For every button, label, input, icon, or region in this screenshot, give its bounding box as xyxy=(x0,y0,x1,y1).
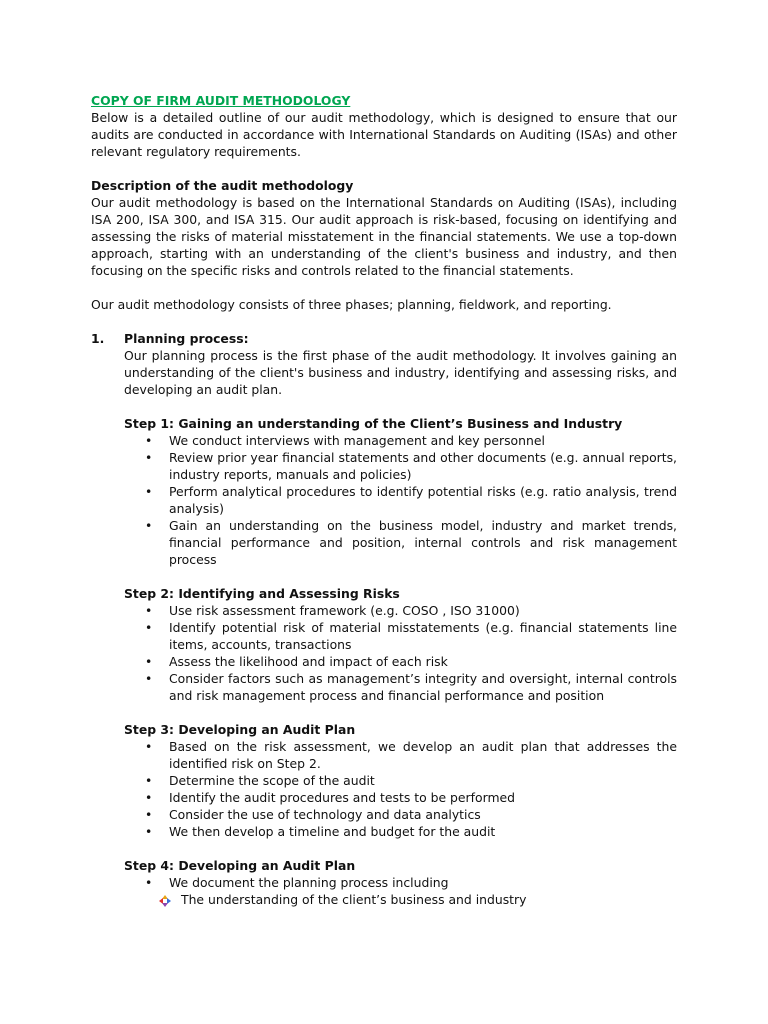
list-item: • Perform analytical procedures to identify potential risks (e.g. ratio analysis, trend analysis) xyxy=(145,484,677,516)
list-item: • Assess the likelihood and impact of each risk xyxy=(145,654,448,669)
bullet-icon: • xyxy=(145,484,153,499)
section-planning-process xyxy=(91,330,677,908)
step-3-list xyxy=(124,738,677,840)
list-item: • Identify the audit procedures and tests to be performed xyxy=(145,790,515,805)
list-item: • Use risk assessment framework (e.g. COSO , ISO 31000) xyxy=(145,603,520,618)
bullet-icon: • xyxy=(145,790,153,805)
bullet-icon: • xyxy=(145,654,153,669)
bullet-icon: • xyxy=(145,875,153,890)
intro-paragraph: Below is a detailed outline of our audit methodology, which is designed to ensure that our audits are conducted in accordance with International Standards on Auditing (ISAs) and other relevant regulatory requirements. xyxy=(91,110,677,159)
list-item: • Determine the scope of the audit xyxy=(145,773,375,788)
section-paragraph: Our planning process is the first phase of the audit methodology. It involves gaining an understanding of the client's business and industry, identifying and assessing risks, and developing an audit plan. xyxy=(124,348,677,397)
step-2-list xyxy=(124,602,677,704)
list-item: • We then develop a timeline and budget for the audit xyxy=(145,824,496,839)
bullet-icon: • xyxy=(145,450,153,465)
list-item: • Consider the use of technology and data analytics xyxy=(145,807,481,822)
step-4-sub-list xyxy=(124,891,677,908)
list-item: • Gain an understanding on the business model, industry and market trends, financial performance and position, internal controls and risk management process xyxy=(145,518,677,567)
step-4-list xyxy=(124,874,677,891)
list-item: • Identify potential risk of material misstatements (e.g. financial statements line items, accounts, transactions xyxy=(145,620,677,652)
document-body xyxy=(91,92,677,908)
phases-paragraph: Our audit methodology consists of three phases; planning, fieldwork, and reporting. xyxy=(91,297,612,312)
step-2-heading: Step 2: Identifying and Assessing Risks xyxy=(124,586,400,601)
section-number: 1. xyxy=(91,331,105,346)
bullet-icon: • xyxy=(145,807,153,822)
bullet-icon: • xyxy=(145,773,153,788)
step-1-list xyxy=(124,432,677,568)
bullet-icon: • xyxy=(145,671,153,686)
bullet-icon: • xyxy=(145,603,153,618)
bullet-icon: • xyxy=(145,739,153,754)
description-paragraph: Our audit methodology is based on the International Standards on Auditing (ISAs), including ISA 200, ISA 300, and ISA 315. Our audit approach is risk-based, focusing on identifying and assessing the risks of material misstatement in the financial statements. We use a top-down approach, starting with an understanding of the client's business and industry, and then focusing on the specific risks and controls related to the financial statements. xyxy=(91,195,677,278)
four-color-arrow-bullet-icon xyxy=(159,895,171,907)
list-item: • Consider factors such as management’s integrity and oversight, internal controls and risk management process and financial performance and position xyxy=(145,671,677,703)
list-item: • We document the planning process including xyxy=(145,875,449,890)
section-heading: Planning process: xyxy=(124,331,249,346)
list-item: • Review prior year financial statements and other documents (e.g. annual reports, industry reports, manuals and policies) xyxy=(145,450,677,482)
bullet-icon: • xyxy=(145,518,153,533)
bullet-icon: • xyxy=(145,433,153,448)
step-4-heading: Step 4: Developing an Audit Plan xyxy=(124,858,356,873)
sub-list-item: The understanding of the client’s business and industry xyxy=(181,891,677,908)
step-3-heading: Step 3: Developing an Audit Plan xyxy=(124,722,356,737)
bullet-icon: • xyxy=(145,824,153,839)
bullet-icon: • xyxy=(145,620,153,635)
list-item: • Based on the risk assessment, we develop an audit plan that addresses the identified risk on Step 2. xyxy=(145,739,677,771)
document-title: COPY OF FIRM AUDIT METHODOLOGY xyxy=(91,93,351,108)
step-1-heading: Step 1: Gaining an understanding of the Client’s Business and Industry xyxy=(124,416,623,431)
description-heading: Description of the audit methodology xyxy=(91,178,354,193)
list-item: • We conduct interviews with management and key personnel xyxy=(145,433,545,448)
